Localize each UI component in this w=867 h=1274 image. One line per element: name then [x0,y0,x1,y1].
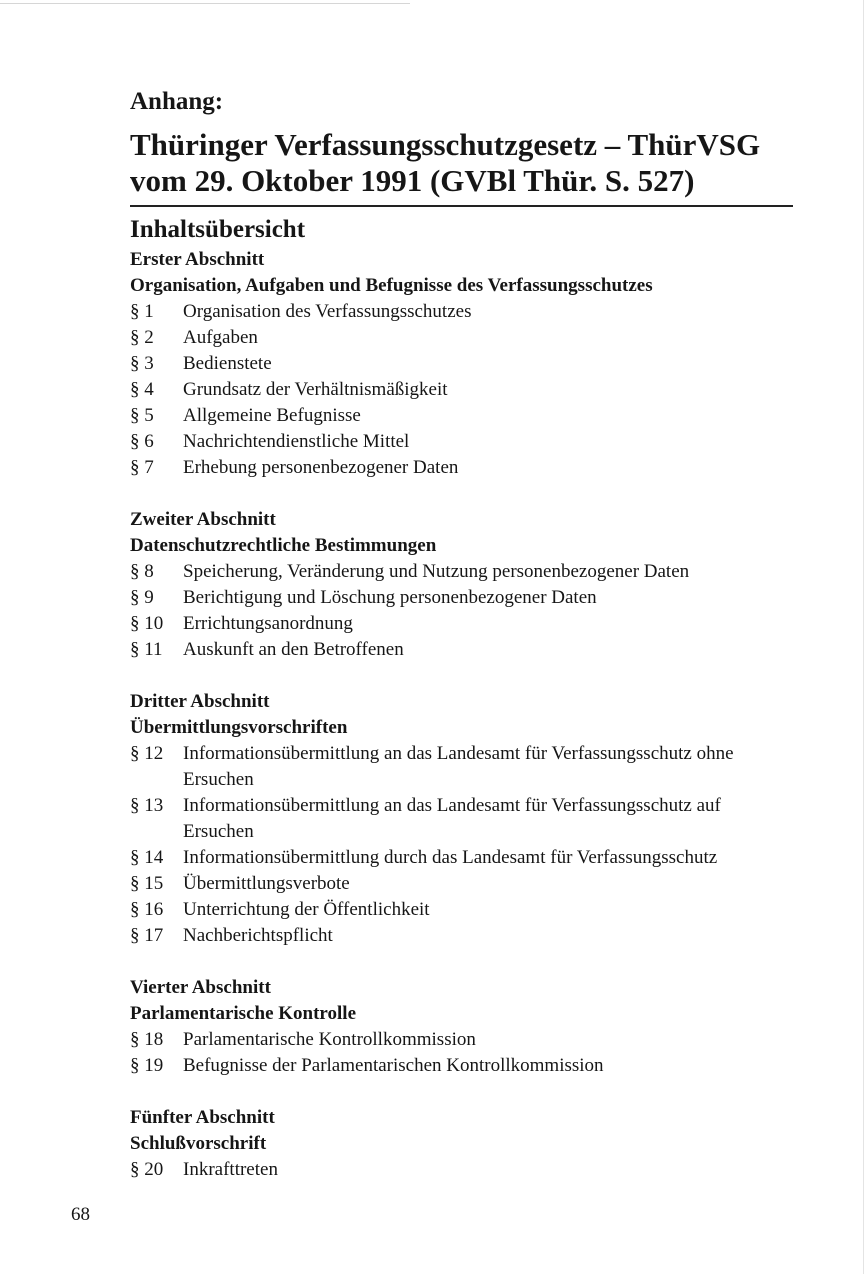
toc-entry [130,845,794,871]
paragraph-number: § 13 [130,795,164,816]
paragraph-title: Auskunft an den Betroffenen [183,639,404,660]
section-title: Datenschutzrechtliche Bestimmungen [130,535,437,556]
scan-right-edge [863,0,864,1274]
paragraph-title: Speicherung, Veränderung und Nutzung personenbezogener Daten [183,561,690,582]
toc-entry [130,585,794,611]
paragraph-title: Bedienstete [183,353,272,374]
toc-entry [130,1157,794,1183]
paragraph-number: § 14 [130,847,164,868]
section-title: Organisation, Aufgaben und Befugnisse des Verfassungsschutzes [130,275,653,296]
paragraph-number: § 12 [130,743,164,764]
toc-entry [130,923,794,949]
toc-entry [130,611,794,637]
toc-entry [130,871,794,897]
section-title: Übermittlungsvorschriften [130,717,348,738]
paragraph-title: Befugnisse der Parlamentarischen Kontrollkommission [183,1055,604,1076]
toc-section [130,1105,794,1183]
paragraph-number: § 7 [130,457,154,478]
toc-entry [130,299,794,325]
paragraph-number: § 17 [130,925,164,946]
paragraph-number: § 8 [130,561,154,582]
toc-entry [130,1053,794,1079]
paragraph-number: § 3 [130,353,154,374]
paragraph-number: § 10 [130,613,164,634]
paragraph-number: § 20 [130,1159,164,1180]
paragraph-title: Nachrichtendienstliche Mittel [183,431,410,452]
scan-top-edge [0,3,410,4]
paragraph-title: Unterrichtung der Öffentlichkeit [183,899,430,920]
section-label: Vierter Abschnitt [130,977,271,998]
section-title: Parlamentarische Kontrolle [130,1003,357,1024]
toc-entry [130,637,794,663]
section-label: Zweiter Abschnitt [130,509,276,530]
section-title: Schlußvorschrift [130,1133,267,1154]
toc-entry [130,1027,794,1053]
paragraph-number: § 6 [130,431,154,452]
paragraph-title: Organisation des Verfassungsschutzes [183,301,472,322]
section-label: Fünfter Abschnitt [130,1107,275,1128]
page-number: 68 [71,1204,90,1225]
paragraph-number: § 11 [130,639,163,660]
paragraph-number: § 15 [130,873,164,894]
page-content [130,86,794,1209]
toc-entry [130,377,794,403]
paragraph-title: Übermittlungsverbote [183,873,350,894]
toc-entry [130,741,794,793]
paragraph-number: § 2 [130,327,154,348]
paragraph-number: § 18 [130,1029,164,1050]
section-label: Erster Abschnitt [130,249,265,270]
toc-entry [130,403,794,429]
paragraph-title: Grundsatz der Verhältnismäßigkeit [183,379,448,400]
paragraph-title: Errichtungsanordnung [183,613,353,634]
law-title [130,127,794,199]
appendix-label: Anhang: [130,88,224,115]
paragraph-title: Allgemeine Befugnisse [183,405,361,426]
toc-sections [130,247,794,1183]
toc-entry [130,351,794,377]
title-underline [130,205,793,207]
law-title-line-1: Thüringer Verfassungsschutzgesetz – ThürVSG [130,127,761,162]
toc-entry [130,325,794,351]
toc-entry [130,429,794,455]
section-label: Dritter Abschnitt [130,691,270,712]
toc-entry [130,455,794,481]
law-title-line-2: vom 29. Oktober 1991 (GVBl Thür. S. 527) [130,163,695,198]
paragraph-title: Nachberichtspflicht [183,925,333,946]
toc-entry [130,559,794,585]
toc-section [130,247,794,481]
paragraph-number: § 19 [130,1055,164,1076]
toc-section [130,689,794,949]
paragraph-title: Berichtigung und Löschung personenbezogener Daten [183,587,597,608]
toc-heading: Inhaltsübersicht [130,216,306,243]
paragraph-title: Aufgaben [183,327,258,348]
paragraph-title: Parlamentarische Kontrollkommission [183,1029,476,1050]
paragraph-title: Informationsübermittlung an das Landesamt für Verfassungsschutz ohne Ersuchen [183,743,734,790]
paragraph-number: § 4 [130,379,154,400]
paragraph-title: Informationsübermittlung durch das Landesamt für Verfassungsschutz [183,847,718,868]
paragraph-number: § 1 [130,301,154,322]
toc-section [130,975,794,1079]
paragraph-number: § 16 [130,899,164,920]
paragraph-title: Erhebung personenbezogener Daten [183,457,459,478]
paragraph-title: Informationsübermittlung an das Landesamt für Verfassungsschutz auf Ersuchen [183,795,721,842]
paragraph-number: § 5 [130,405,154,426]
toc-entry [130,793,794,845]
toc-section [130,507,794,663]
paragraph-title: Inkrafttreten [183,1159,278,1180]
toc-entry [130,897,794,923]
paragraph-number: § 9 [130,587,154,608]
